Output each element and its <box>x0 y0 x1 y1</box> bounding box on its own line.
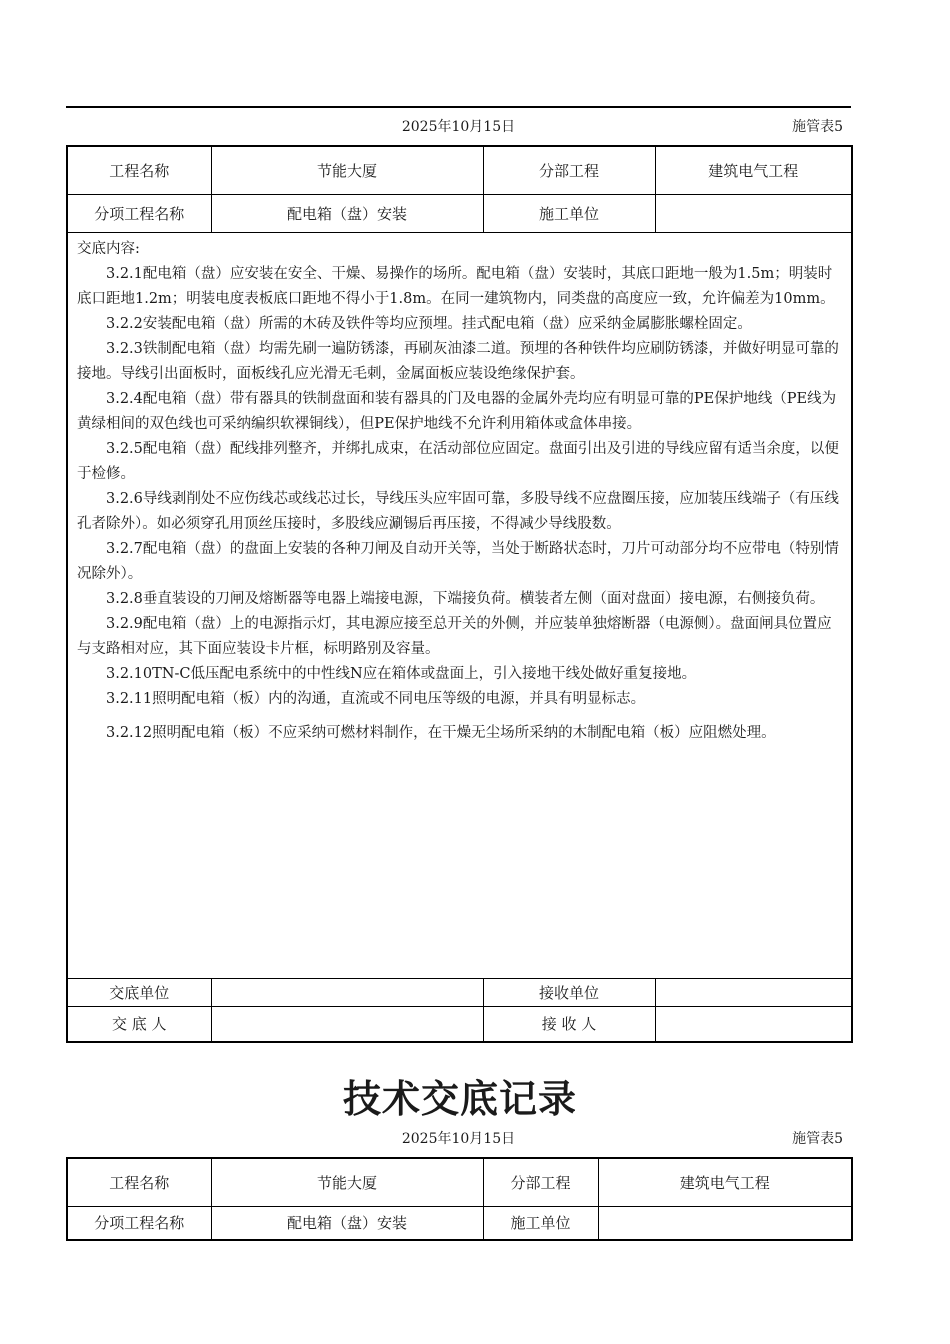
project-name-value: 节能大厦 <box>211 146 483 194</box>
receiving-unit-label: 接收单位 <box>483 978 655 1006</box>
clause-paragraph: 3.2.2安装配电箱（盘）所需的木砖及铁件等均应预埋。挂式配电箱（盘）应采纳金属膨胀螺栓固定。 <box>106 315 752 332</box>
subitem-value: 配电箱（盘）安装 <box>211 194 483 232</box>
clause-paragraph: 3.2.3铁制配电箱（盘）均需先刷一遍防锈漆，再刷灰油漆二道。预埋的各种铁件均应刷防锈漆，并做好明显可靠的接地。导线引出面板时，面板线孔应光滑无毛刺，金属面板应装设绝缘保护套。 <box>77 340 839 382</box>
clause-paragraph: 3.2.7配电箱（盘）的盘面上安装的各种刀闸及自动开关等，当处于断路状态时，刀片可动部分均不应带电（特别情况除外）。 <box>77 540 839 582</box>
record-date: 2025年10月15日 <box>401 1131 516 1147</box>
handover-person-label: 交 底 人 <box>67 1006 211 1042</box>
handover-record-table <box>66 145 853 1043</box>
clause-paragraph: 3.2.4配电箱（盘）带有器具的铁制盘面和装有器具的门及电器的金属外壳均应有明显可靠的PE保护地线（PE线为黄绿相间的双色线也可采纳编织软裸铜线），但PE保护地线不允许利用箱体或盒体串接。 <box>77 390 837 432</box>
top-rule <box>66 106 851 108</box>
content-heading: 交底内容: <box>77 240 140 257</box>
receiver-value <box>655 1006 852 1042</box>
contractor-label: 施工单位 <box>483 1206 598 1240</box>
subitem-label: 分项工程名称 <box>67 194 211 232</box>
clause-paragraph-last: 3.2.12照明配电箱（板）不应采纳可燃材料制作，在干燥无尘场所采纳的木制配电箱（板）应阻燃处理。 <box>106 724 776 741</box>
division-value: 建筑电气工程 <box>598 1158 852 1206</box>
project-name-label: 工程名称 <box>67 146 211 194</box>
receiver-label: 接 收 人 <box>483 1006 655 1042</box>
division-value: 建筑电气工程 <box>655 146 852 194</box>
meta-row-2 <box>66 1128 851 1150</box>
clause-paragraph: 3.2.8垂直装设的刀闸及熔断器等电器上端接电源，下端接负荷。横装者左侧（面对盘面）接电源，右侧接负荷。 <box>106 590 825 607</box>
subitem-label: 分项工程名称 <box>67 1206 211 1240</box>
division-label: 分部工程 <box>483 1158 598 1206</box>
division-label: 分部工程 <box>483 146 655 194</box>
handover-record-table-2 <box>66 1157 853 1241</box>
handover-unit-label: 交底单位 <box>67 978 211 1006</box>
handover-unit-value <box>211 978 483 1006</box>
contractor-label: 施工单位 <box>483 194 655 232</box>
project-name-label: 工程名称 <box>67 1158 211 1206</box>
handover-content <box>67 232 852 978</box>
project-name-value: 节能大厦 <box>211 1158 483 1206</box>
clause-paragraph: 3.2.5配电箱（盘）配线排列整齐，并绑扎成束，在活动部位应固定。盘面引出及引进的导线应留有适当余度，以便于检修。 <box>77 440 839 482</box>
form-number: 施管表5 <box>792 1131 843 1147</box>
contractor-value <box>598 1206 852 1240</box>
page-title: 技术交底记录 <box>342 1077 577 1121</box>
handover-person-value <box>211 1006 483 1042</box>
clause-paragraph: 3.2.11照明配电箱（板）内的沟通，直流或不同电压等级的电源，并具有明显标志。 <box>106 690 646 707</box>
contractor-value <box>655 194 852 232</box>
subitem-value: 配电箱（盘）安装 <box>211 1206 483 1240</box>
receiving-unit-value <box>655 978 852 1006</box>
clause-paragraph: 3.2.1配电箱（盘）应安装在安全、干燥、易操作的场所。配电箱（盘）安装时，其底口距地一般为1.5m；明装时底口距地1.2m；明装电度表板底口距地不得小于1.8m。在同一建筑物内，同类盘的高度应一致，允许偏差为10mm。 <box>77 265 835 307</box>
record-date: 2025年10月15日 <box>401 119 516 135</box>
form-number: 施管表5 <box>792 119 843 135</box>
meta-row-1 <box>66 116 851 138</box>
clause-paragraph: 3.2.6导线剥削处不应伤线芯或线芯过长，导线压头应牢固可靠，多股导线不应盘圈压接，应加装压线端子（有压线孔者除外）。如必须穿孔用顶丝压接时，多股线应涮锡后再压接，不得减少导线股数。 <box>77 490 839 532</box>
clause-paragraph: 3.2.10TN-C低压配电系统中的中性线N应在箱体或盘面上，引入接地干线处做好重复接地。 <box>106 665 697 682</box>
clause-paragraph: 3.2.9配电箱（盘）上的电源指示灯，其电源应接至总开关的外侧，并应装单独熔断器（电源侧）。盘面闸具位置应与支路相对应，其下面应装设卡片框，标明路别及容量。 <box>77 615 832 657</box>
